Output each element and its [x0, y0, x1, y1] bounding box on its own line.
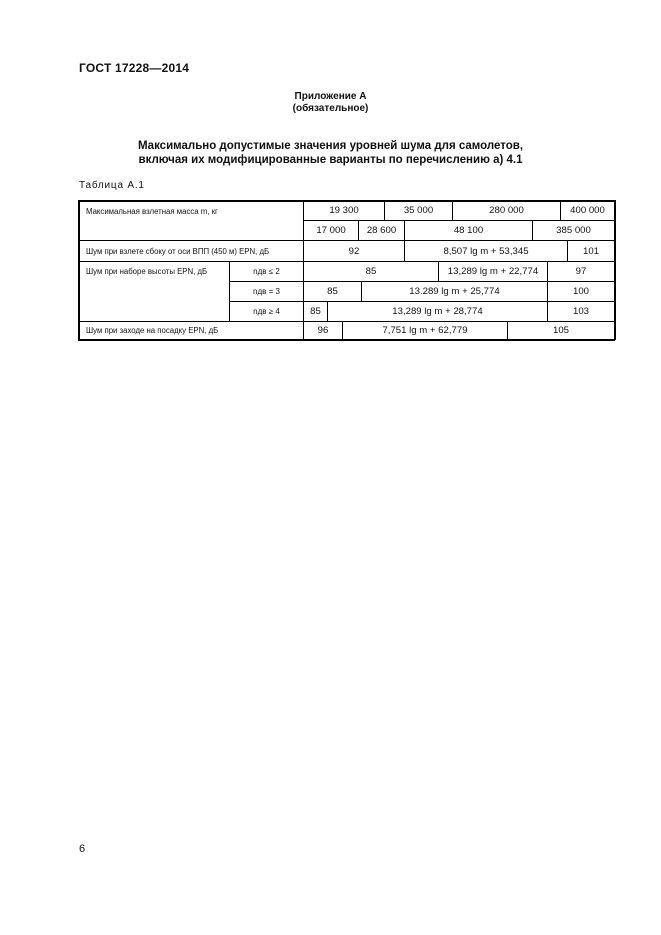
mass-cell: 28 600: [366, 225, 397, 236]
mass-cell: 400 000: [570, 205, 605, 216]
climb-formula: 13,289 lg m + 28,774: [392, 306, 483, 317]
climb-condition: nдв = 3: [253, 287, 280, 296]
approach-value: 96: [317, 325, 329, 336]
takeoff-value: 101: [582, 245, 599, 257]
mass-label: [79, 201, 303, 221]
mass-label-text: Максимальная взлетная масса m, кг: [86, 206, 218, 216]
climb-formula: 13.289 lg m + 25,774: [409, 286, 500, 297]
climb-value: 85: [365, 266, 377, 277]
approach-label: Шум при заходе на посадку EPN, дБ: [86, 326, 219, 335]
approach-formula: 7,751 lg m + 62,779: [382, 325, 468, 336]
climb-value: 97: [575, 266, 587, 277]
climb-formula: 13,289 lg m + 22,774: [447, 266, 539, 277]
mass-cell: 19 300: [329, 205, 359, 216]
climb-condition: nдв ≤ 2: [253, 267, 280, 276]
mass-cell: 385 000: [556, 225, 591, 236]
document-code: ГОСТ 17228—2014: [79, 61, 190, 75]
climb-value: 85: [310, 306, 321, 317]
takeoff-value: 92: [348, 245, 360, 257]
takeoff-label: Шум при взлете сбоку от оси ВПП (450 м) EPN, дБ: [86, 246, 270, 256]
mass-cell: 35 000: [403, 205, 434, 216]
annex-heading: [0, 91, 661, 115]
approach-value: 105: [552, 325, 569, 336]
climb-condition: nдв ≥ 4: [253, 307, 280, 316]
table-label: Таблица А.1: [79, 180, 145, 191]
table-heading-line-2: включая их модифицированные варианты по перечислению а) 4.1: [138, 154, 523, 166]
table-heading: [0, 139, 661, 167]
page-number: 6: [79, 843, 86, 855]
mass-cell: 280 000: [489, 205, 524, 216]
climb-value: 103: [572, 306, 589, 317]
table-heading-line-1: Максимально допустимые значения уровней шума для самолетов,: [137, 140, 524, 152]
mass-cell: 48 100: [453, 225, 484, 236]
takeoff-formula: 8,507 lg m + 53,345: [443, 245, 529, 257]
climb-value: 100: [572, 286, 589, 297]
annex-title: Приложение А: [294, 91, 367, 102]
annex-status: (обязательное): [292, 103, 369, 114]
climb-value: 85: [327, 286, 338, 297]
climb-label: Шум при наборе высоты EPN, дБ: [86, 267, 208, 276]
mass-cell: 17 000: [316, 225, 346, 236]
